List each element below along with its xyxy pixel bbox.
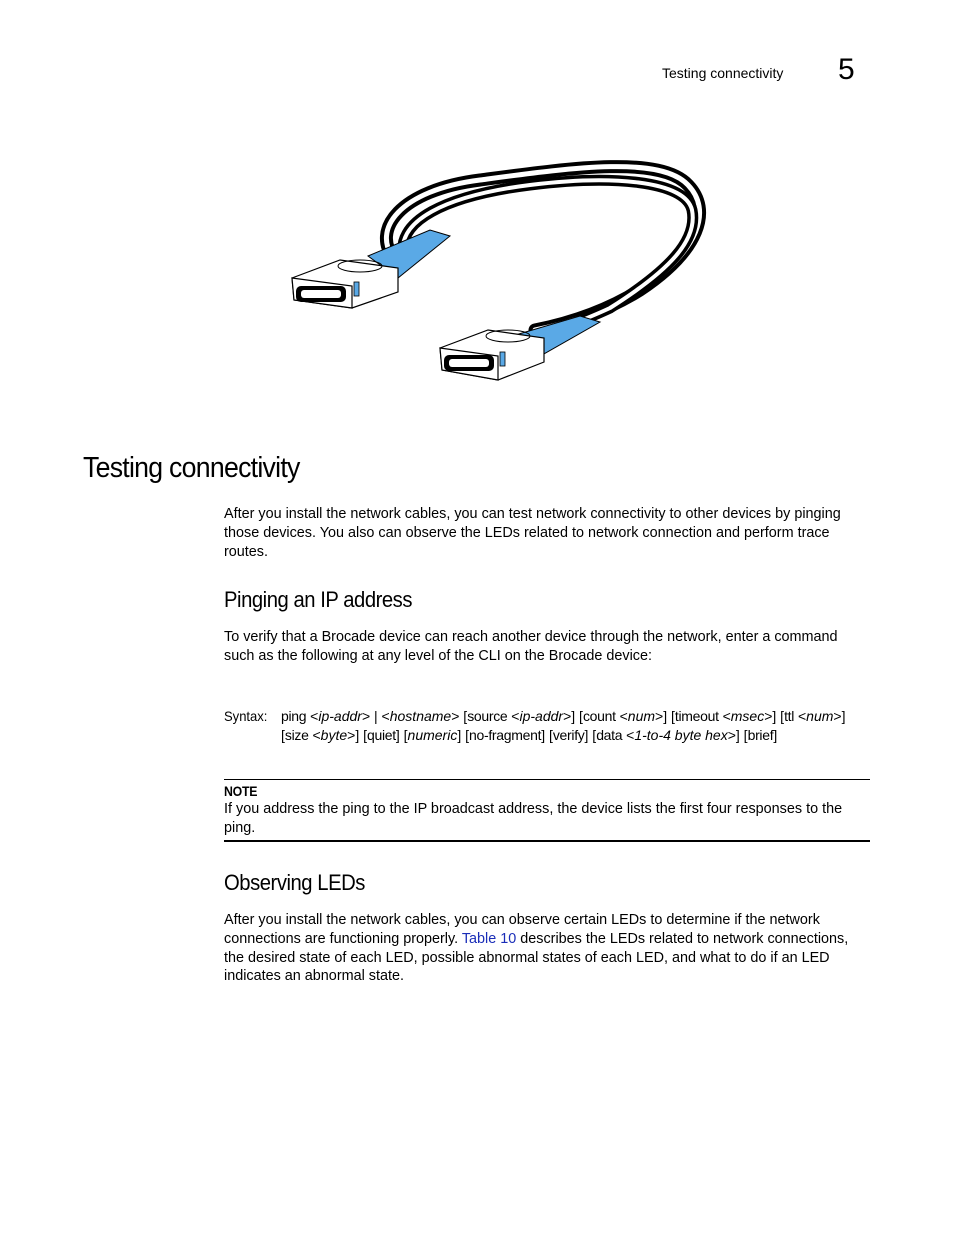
ping-heading: Pinging an IP address [224,587,413,612]
note-bottom-rule [224,840,870,842]
running-header-title: Testing connectivity [662,65,784,81]
connector-2 [440,330,544,380]
ping-syntax: ping <ip-addr> | <hostname> [source <ip-addr>] [count <num>] [timeout <msec>] [ttl <num>] [size <byte>] [quiet] [numeric] [no-fragment] [verify] [data <1-to-4 byte hex>] [brief] [281,708,846,743]
note-label: NOTE [224,783,258,799]
note-top-rule [224,779,870,780]
network-cable-illustration [280,150,720,395]
syntax-label: Syntax: [224,708,268,724]
note-text: If you address the ping to the IP broadcast address, the device lists the first four responses to the ping. [224,801,843,836]
leds-heading: Observing LEDs [224,870,365,895]
table-10-link[interactable]: Table 10 [461,930,517,947]
section-intro: After you install the network cables, you can test network connectivity to other devices by pinging those devices. You also can observe the LEDs related to network connection and perform trace routes. [224,506,841,560]
section-title: Testing connectivity [83,452,300,484]
chapter-number: 5 [838,53,855,86]
leds-paragraph: After you install the network cables, you can observe certain LEDs to determine if the network connections are functioning properly. Table 10 describes the LEDs related to network connections, the desired state of each LED, possible abnormal states of each LED, and what to do if an LED indicates an abnormal state. [224,912,849,985]
ping-paragraph: To verify that a Brocade device can reach another device through the network, enter a command such as the following at any level of the CLI on the Brocade device: [224,629,838,664]
connector-1 [292,260,398,308]
